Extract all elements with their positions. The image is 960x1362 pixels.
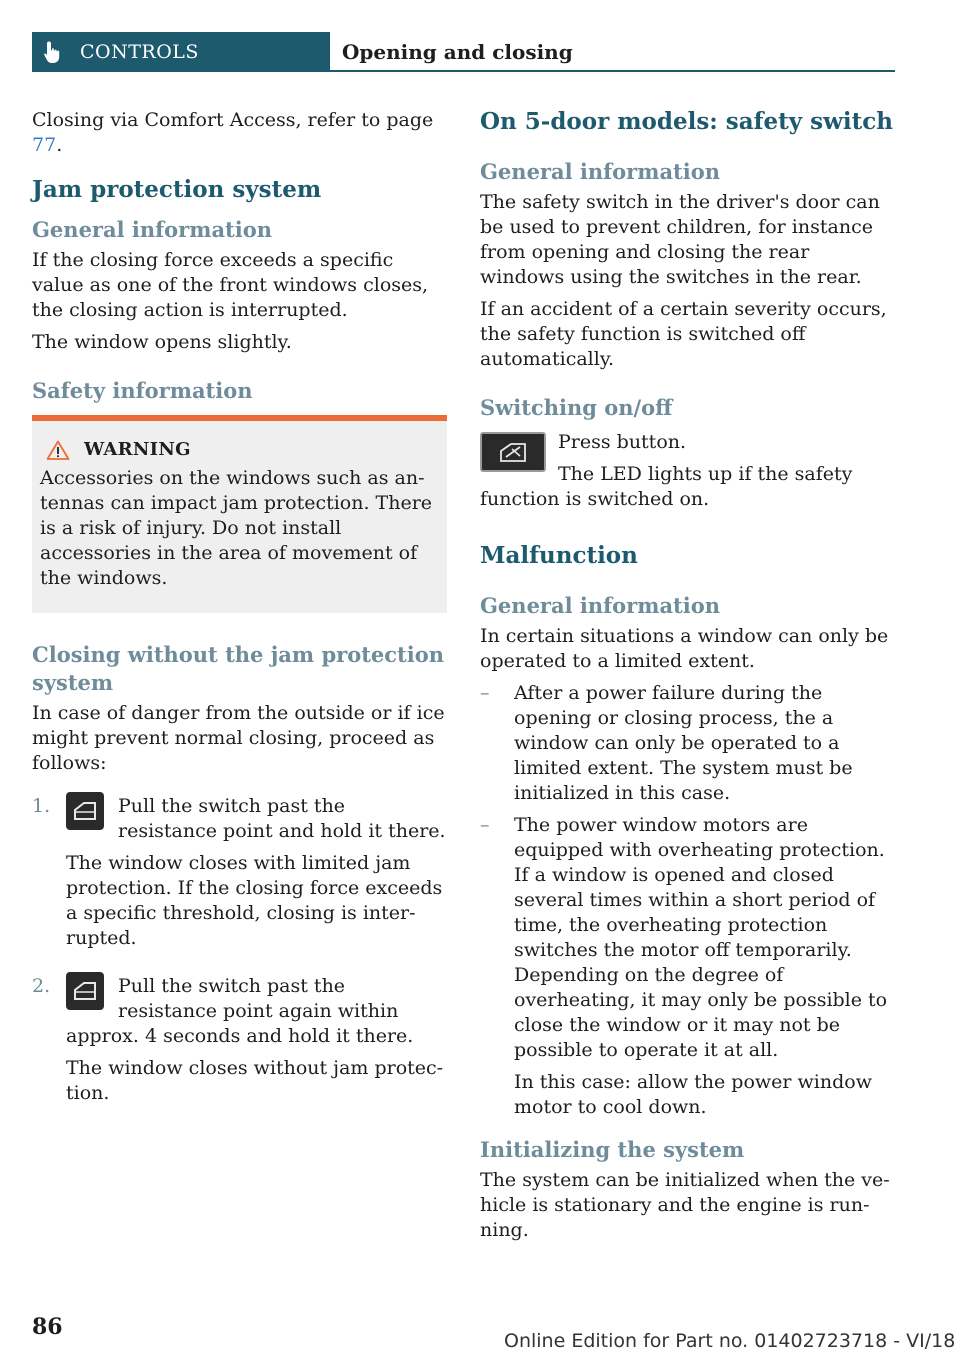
step-number: 1. <box>32 795 51 817</box>
safety-switch-paragraph-2: If an accident of a certain severity occurs, the safety function is switched off automatically. <box>480 298 887 370</box>
safety-switch-paragraph-1: The safety switch in the driver's door can be used to prevent children, for instance from opening and closing the rear windows using the switches in the rear. <box>480 191 880 288</box>
edition-footer: Online Edition for Part no. 01402723718 - VI/18 <box>504 1330 956 1352</box>
general-info-heading: General information <box>480 593 721 618</box>
page-header <box>32 32 895 72</box>
closing-paragraph: In case of danger from the outside or if ice might prevent normal closing, proceed as follows: <box>32 702 445 774</box>
closing-without-heading: Closing without the jam protection system <box>32 642 445 695</box>
pointing-hand-icon <box>42 40 64 64</box>
step-body <box>66 974 447 1113</box>
general-info-heading: General information <box>480 159 721 184</box>
step-text: Pull the switch past the resistance point and hold it there. <box>66 794 447 844</box>
step-text: Pull the switch past the resistance point again within approx. 4 seconds and hold it there. <box>66 974 447 1049</box>
general-info-heading: General information <box>32 217 273 242</box>
right-column <box>480 108 895 1250</box>
initializing-paragraph: The system can be initialized when the vehicle is stationary and the engine is running. <box>480 1169 890 1241</box>
safety-switch-icon <box>480 432 546 472</box>
warning-box <box>32 415 447 613</box>
step-subtext: The window closes without jam protection. <box>66 1057 444 1104</box>
window-switch-icon <box>66 792 104 830</box>
warning-text: Accessories on the windows such as antennas can impact jam protection. There is a risk of injury. Do not install accessories in the area of movement of the windows. <box>40 467 433 589</box>
chapter-title: Opening and closing <box>342 40 573 64</box>
warning-triangle-icon <box>46 440 70 460</box>
malfunction-paragraph: In certain situations a window can only be operated to a limited extent. <box>480 625 889 672</box>
left-column <box>32 108 447 1113</box>
malfunction-list <box>480 681 895 1120</box>
malfunction-heading: Malfunction <box>480 542 638 569</box>
step-body <box>66 794 447 958</box>
warning-head <box>40 439 439 460</box>
safety-info-heading: Safety information <box>32 378 253 403</box>
warning-label: WARNING <box>84 439 191 460</box>
five-door-heading: On 5-door models: safety switch <box>480 108 893 135</box>
list-subtext: In this case: allow the power window motor to cool down. <box>514 1071 872 1118</box>
step-subtext: The window closes with limited jam protection. If the closing force exceeds a specific threshold, closing is interrupted. <box>66 852 443 949</box>
step-number: 2. <box>32 975 51 997</box>
section-band <box>32 32 330 72</box>
section-label: CONTROLS <box>80 41 199 63</box>
comfort-access-text: Closing via Comfort Access, refer to page 77. <box>32 109 434 156</box>
led-text: The LED lights up if the safety function is switched on. <box>480 463 853 510</box>
window-switch-icon <box>66 972 104 1010</box>
jam-paragraph-2: The window opens slightly. <box>32 331 292 353</box>
page-number: 86 <box>32 1314 63 1340</box>
jam-paragraph-1: If the closing force exceeds a specific value as one of the front windows closes, the closing action is interrupted. <box>32 249 429 321</box>
press-button-text: Press button. <box>558 431 687 453</box>
switching-heading: Switching on/off <box>480 395 673 420</box>
list-item: – After a power failure during the opening or closing process, the a window can only be operated to a limited extent. The system must be initialized in this case. <box>480 681 895 806</box>
safety-switch-row <box>480 430 895 512</box>
jam-protection-heading: Jam protection system <box>32 176 322 203</box>
initializing-heading: Initializing the system <box>480 1137 745 1162</box>
header-rule <box>330 70 895 72</box>
page-link[interactable]: 77 <box>32 134 57 156</box>
step-1 <box>32 794 447 958</box>
list-item: – The power window motors are equipped with overheating protection. If a window is opened and closed several times within a short period of time, the overheating protection switches the motor off temporarily. Depending on the degree of overheating, it may only be possible to close the window or it may not be possible to operate it at all. In this case: allow the power window motor to cool down. <box>480 813 895 1120</box>
step-2 <box>32 974 447 1113</box>
